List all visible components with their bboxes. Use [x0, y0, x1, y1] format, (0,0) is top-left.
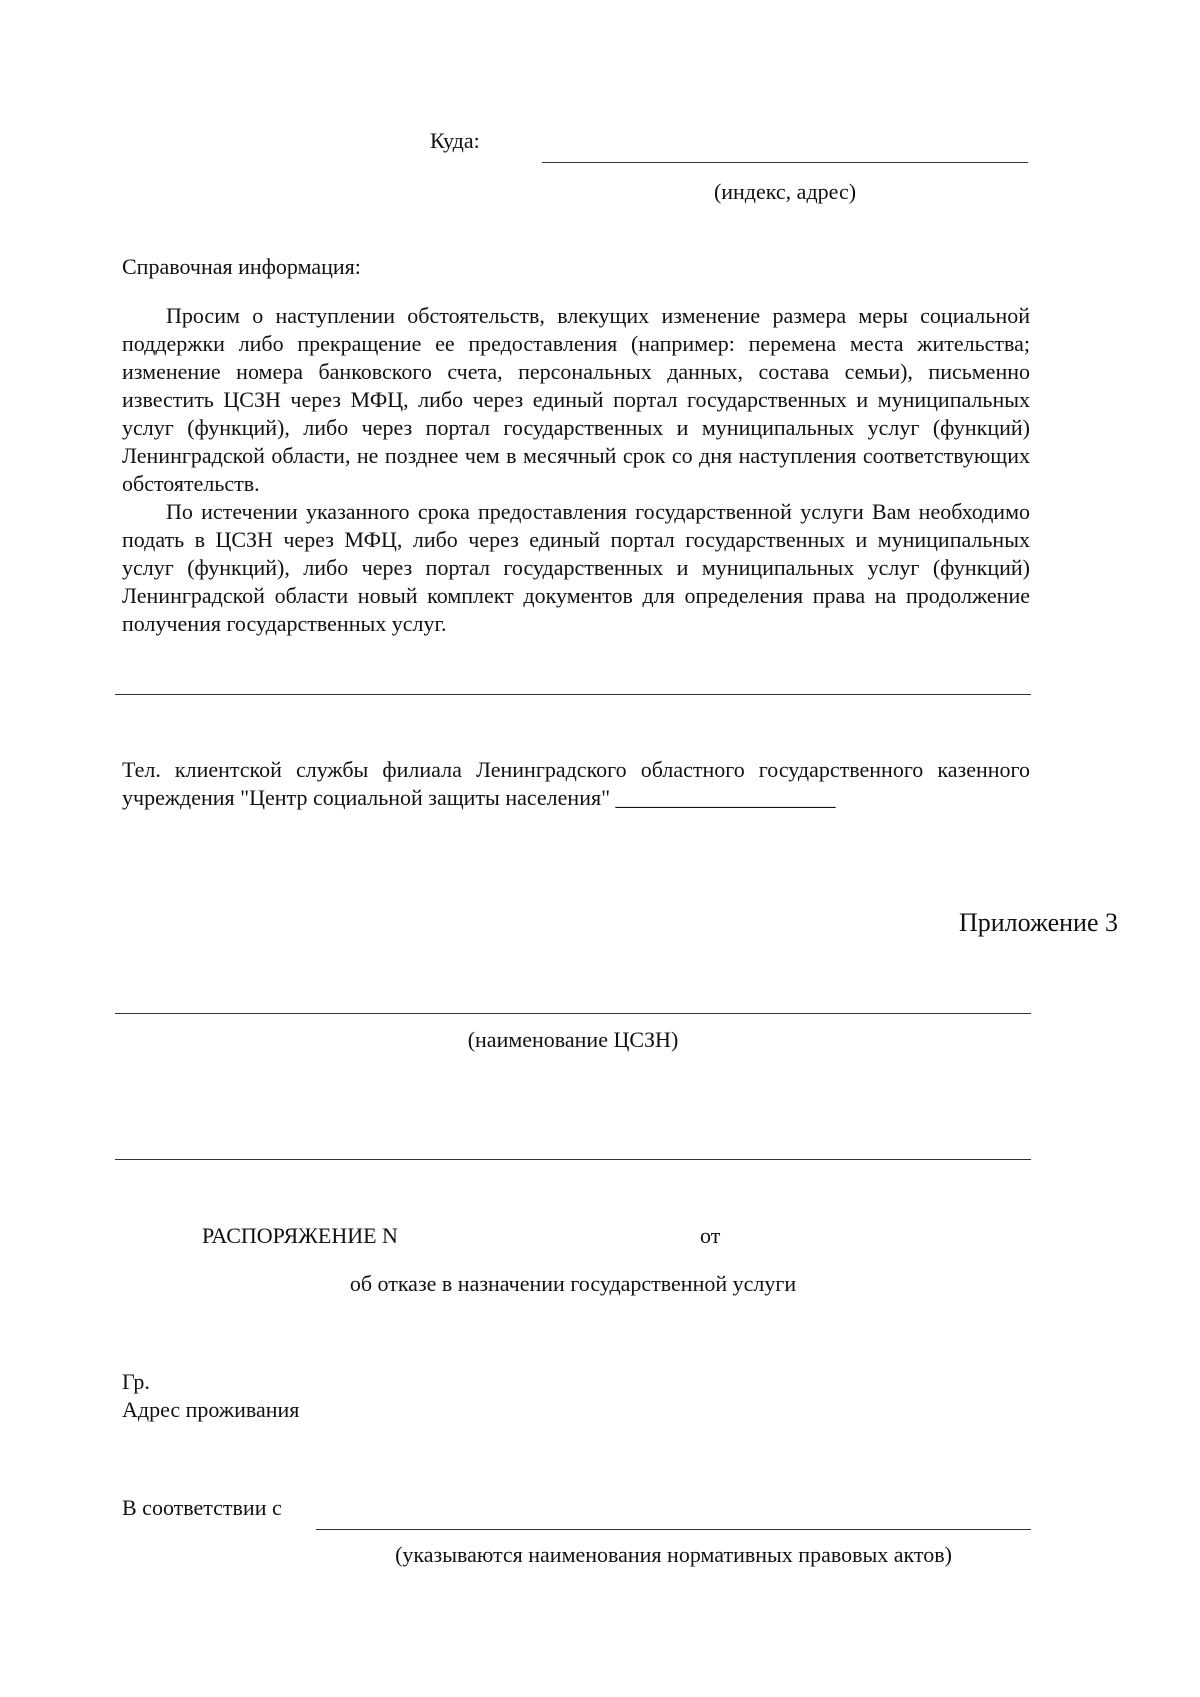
org-name-caption: (наименование ЦСЗН) — [467, 1027, 679, 1052]
order-subtitle: об отказе в назначении государственной услуги — [349, 1271, 797, 1296]
org-name-line — [115, 1013, 1031, 1014]
reference-paragraph-1: Просим о наступлении обстоятельств, влекущих изменение размера меры социальной поддержки либо прекращение ее предоставления (например: перемена места жительства; изменение номера банковского счета, персональных данных, состава семьи), письменно известить ЦСЗН через МФЦ, либо через единый портал государственных и муниципальных услуг (функций), либо через портал государственных и муниципальных услуг (функций) Ленинградской области, не позднее чем в месячный срок со дня наступления соответствующих обстоятельств. — [122, 303, 1030, 496]
client-service-phone: Тел. клиентской службы филиала Ленинградского областного государственного казенного учреждения "Центр социальной защиты населения" ____________________ — [122, 757, 1030, 810]
citizen-name-label: Гр. — [122, 1369, 150, 1394]
according-label: В соответствии с — [122, 1495, 282, 1520]
order-title: РАСПОРЯЖЕНИЕ N — [202, 1223, 398, 1248]
appendix-title: Приложение 3 — [958, 908, 1118, 937]
to-label: Куда: — [430, 128, 480, 153]
citizen-address-label: Адрес проживания — [122, 1397, 300, 1422]
reference-paragraph-2: По истечении указанного срока предоставления государственной услуги Вам необходимо подать в ЦСЗН через МФЦ, либо через единый портал государственных и муниципальных услуг (функций), либо через портал государственных и муниципальных услуг (функций) Ленинградской области новый комплект документов для определения права на продолжение получения государственных услуг. — [122, 499, 1030, 636]
separator-line-1 — [115, 694, 1031, 695]
separator-line-2 — [115, 1159, 1031, 1160]
to-address-caption: (индекс, адрес) — [713, 179, 857, 204]
legal-acts-caption: (указываются наименования нормативных правовых актов) — [395, 1542, 952, 1567]
order-date-label: от — [700, 1223, 721, 1248]
to-address-line — [542, 162, 1028, 163]
reference-heading: Справочная информация: — [122, 254, 361, 279]
legal-acts-line — [316, 1529, 1031, 1530]
